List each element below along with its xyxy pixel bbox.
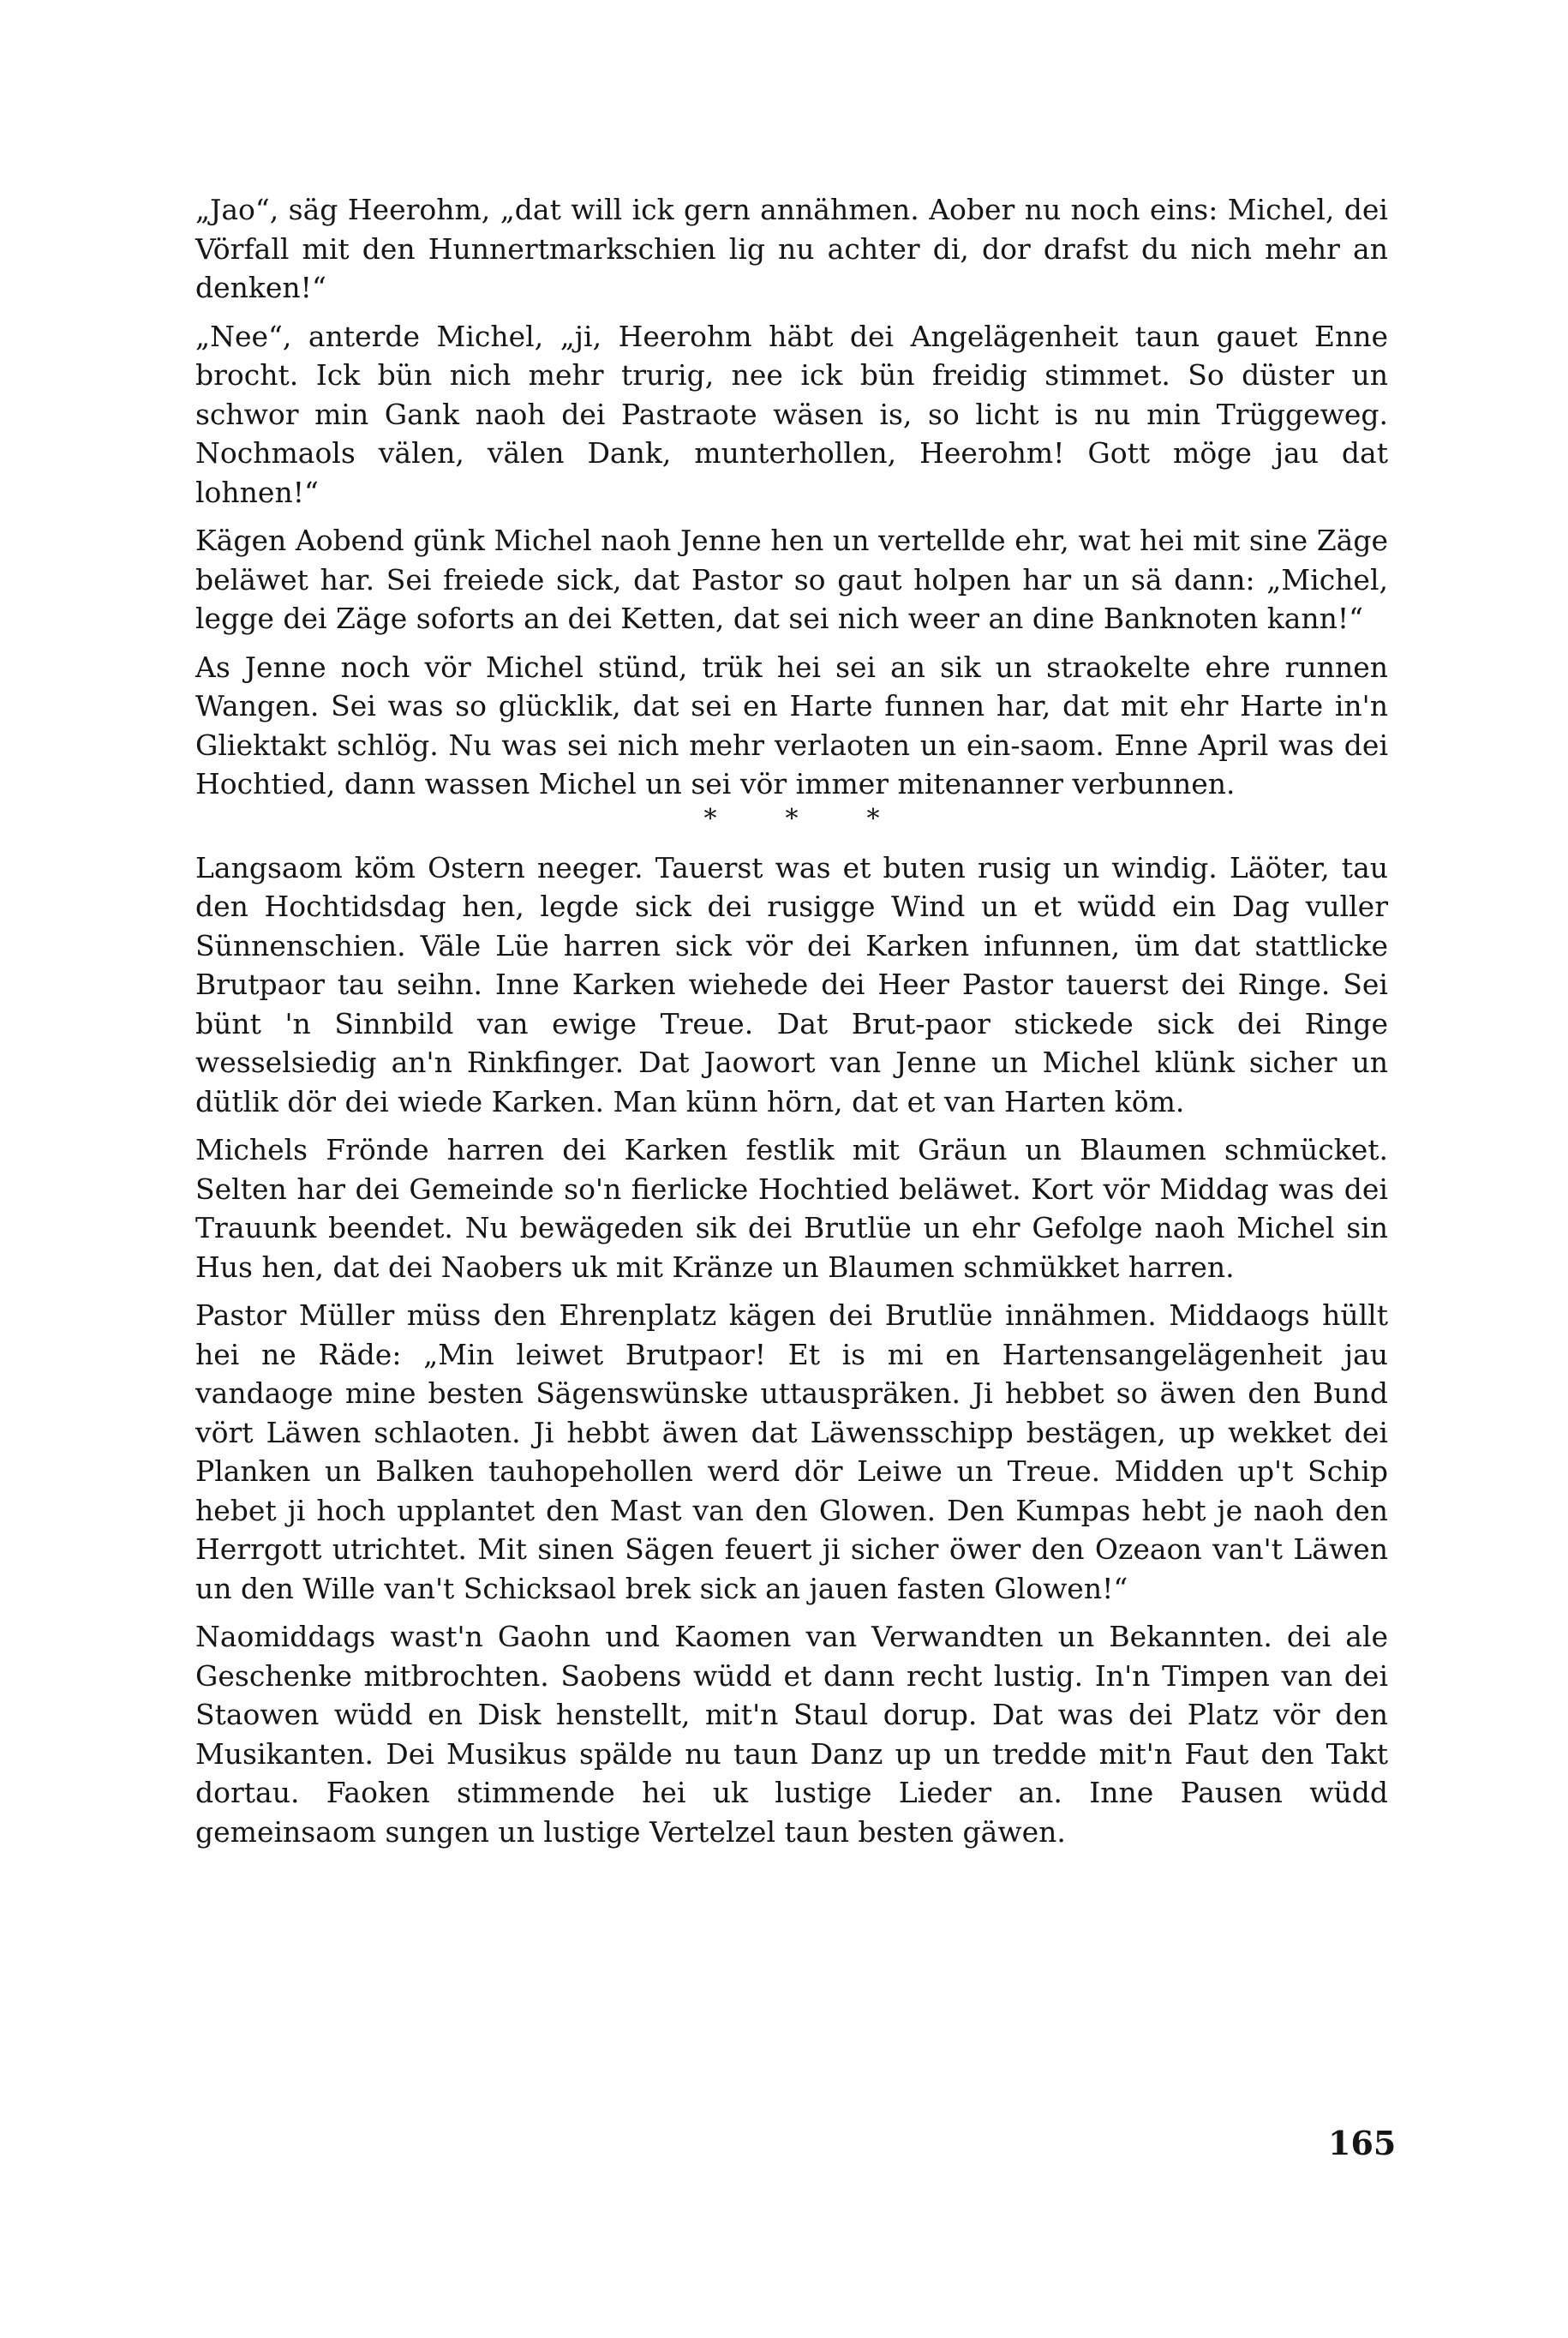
page-number: 165: [1328, 2124, 1397, 2162]
separator-asterisk: *: [785, 803, 799, 834]
paragraph: Kägen Aobend günk Michel naoh Jenne hen un vertellde ehr, wat hei mit sine Zäge beläwet har. Sei freiede sick, dat Pastor so gaut holpen har un sä dann: „Michel, legge dei Zäge soforts an dei Ketten, dat sei nich weer an dine Banknoten kann!“: [195, 524, 1388, 635]
paragraph: Pastor Müller müss den Ehrenplatz kägen dei Brutlüe innähmen. Middaogs hüllt hei ne Räde: „Min leiwet Brutpaor! Et is mi en Hartensangelägenheit jau vandaoge mine besten Sägenswünske uttauspräken. Ji hebbet so äwen den Bund vört Läwen schlaoten. Ji hebbt äwen dat Läwensschipp bestägen, up wekket dei Planken un Balken tauhopehollen werd dör Leiwe un Treue. Midden up't Schip hebet ji hoch upplantet den Mast van den Glowen. Den Kumpas hebt je naoh den Herrgott utrichtet. Mit sinen Sägen feuert ji sicher öwer den Ozeaon van't Läwen un den Wille van't Schicksaol brek sick an jauen fasten Glowen!“: [195, 1298, 1388, 1605]
paragraph: „Jao“, säg Heerohm, „dat will ick gern annähmen. Aober nu noch eins: Michel, dei Vörfall mit den Hunnertmarkschien lig nu achter di, dor drafst du nich mehr an denken!“: [195, 193, 1388, 304]
paragraph: Michels Frönde harren dei Karken festlik mit Gräun un Blaumen schmücket. Selten har dei Gemeinde so'n fierlicke Hochtied beläwet. Kort vör Middag was dei Trauunk beendet. Nu bewägeden sik dei Brutlüe un ehr Gefolge naoh Michel sin Hus hen, dat dei Naobers uk mit Kränze un Blaumen schmükket harren.: [195, 1133, 1388, 1284]
page-body: [195, 190, 1388, 1861]
paragraph: Naomiddags wast'n Gaohn und Kaomen van Verwandten un Bekannten. dei ale Geschenke mitbrochten. Saobens wüdd et dann recht lustig. In'n Timpen van dei Staowen wüdd en Disk henstellt, mit'n Staul dorup. Dat was dei Platz vör den Musikanten. Dei Musikus spälde nu taun Danz up un tredde mit'n Faut den Takt dortau. Faoken stimmende hei uk lustige Lieder an. Inne Pausen wüdd gemeinsaom sungen un lustige Vertelzel taun besten gäwen.: [195, 1620, 1388, 1849]
separator-asterisk: *: [703, 803, 717, 834]
section-separator: [195, 802, 1388, 836]
separator-asterisk: *: [866, 803, 880, 834]
paragraph: Langsaom köm Ostern neeger. Tauerst was et buten rusig un windig. Läöter, tau den Hochtidsdag hen, legde sick dei rusigge Wind un et wüdd ein Dag vuller Sünnenschien. Väle Lüe harren sick vör dei Karken infunnen, üm dat stattlicke Brutpaor tau seihn. Inne Karken wiehede dei Heer Pastor tauerst dei Ringe. Sei bünt 'n Sinnbild van ewige Treue. Dat Brut-paor stickede sick dei Ringe wesselsiedig an'n Rinkfinger. Dat Jaowort van Jenne un Michel klünk sicher un dütlik dör dei wiede Karken. Man künn hörn, dat et van Harten köm.: [195, 850, 1388, 1118]
paragraph: As Jenne noch vör Michel stünd, trük hei sei an sik un straokelte ehre runnen Wangen. Sei was so glücklik, dat sei en Harte funnen har, dat mit ehr Harte in'n Gliektakt schlög. Nu was sei nich mehr verlaoten un ein-saom. Enne April was dei Hochtied, dann wassen Michel un sei vör immer mitenanner verbunnen.: [195, 650, 1388, 800]
paragraph: „Nee“, anterde Michel, „ji, Heerohm häbt dei Angelägenheit taun gauet Enne brocht. Ick bün nich mehr trurig, nee ick bün freidig stimmet. So düster un schwor min Gank naoh dei Pastraote wäsen is, so licht is nu min Trüggeweg. Nochmaols välen, välen Dank, munterhollen, Heerohm! Gott möge jau dat lohnen!“: [195, 319, 1388, 509]
